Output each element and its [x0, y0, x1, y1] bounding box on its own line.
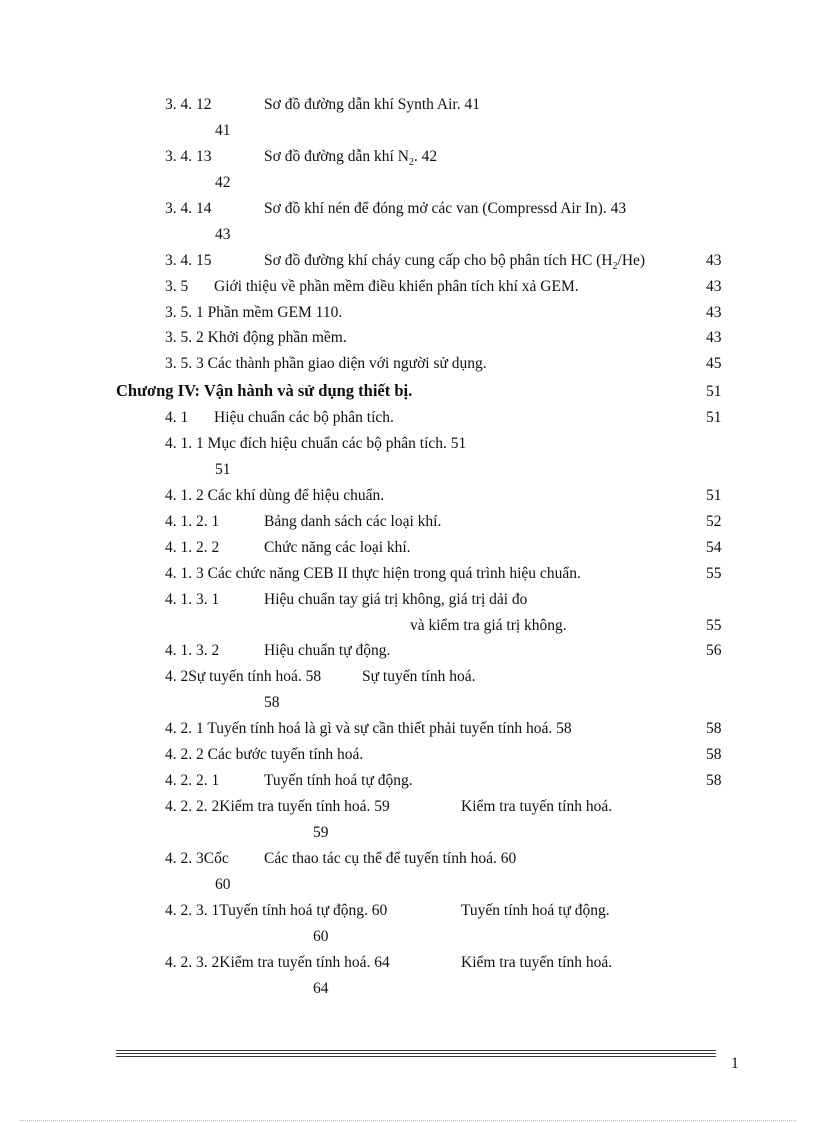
footer-rule — [116, 1050, 716, 1051]
toc-page: 58 — [706, 746, 722, 763]
toc-title: Sự tuyến tính hoá. — [362, 668, 476, 685]
toc-title: Hiệu chuẩn các bộ phân tích. — [214, 409, 394, 426]
toc-continuation-page: 41 — [215, 122, 231, 139]
toc-continuation-page: 59 — [313, 824, 329, 841]
page-number: 1 — [731, 1055, 739, 1072]
toc-title: Các thao tác cụ thể để tuyến tính hoá. 60 — [264, 850, 517, 867]
toc-title: 3. 5. 3 Các thành phần giao diện với người sử dụng. — [165, 355, 487, 372]
toc-number: 3. 5 — [165, 278, 189, 295]
toc-page: 52 — [706, 513, 722, 530]
toc-title: Kiểm tra tuyến tính hoá. — [461, 954, 613, 971]
toc-page: 43 — [706, 304, 722, 321]
toc-title: 4. 1. 2 Các khí dùng để hiệu chuẩn. — [165, 487, 385, 504]
toc-continuation-page: 60 — [215, 876, 231, 893]
toc-title: Hiệu chuẩn tay giá trị không, giá trị dải đo — [264, 591, 528, 608]
toc-title: Sơ đồ đường khí cháy cung cấp cho bộ phân tích HC $(H_2/He)$ — [264, 252, 646, 272]
toc-page: 55 — [706, 565, 722, 582]
toc-title: Sơ đồ đường dẫn khí $N_2$. 42 — [264, 148, 438, 168]
toc-title: Sơ đồ đường dẫn khí Synth Air. 41 — [264, 96, 480, 113]
toc-title: Chức năng các loại khí. — [264, 539, 411, 556]
toc-title: 4. 1. 3 Các chức năng CEB II thực hiện trong quá trình hiệu chuẩn. — [165, 565, 581, 582]
toc-continuation-page: 58 — [264, 694, 280, 711]
toc-page: 58 — [706, 720, 722, 737]
toc-title: Bảng danh sách các loại khí. — [264, 513, 442, 530]
toc-page: 51 — [706, 487, 722, 504]
toc-title: 4. 2. 3. 1Tuyến tính hoá tự động. 60 — [165, 902, 388, 919]
toc-title: 4. 2. 2. 2Kiểm tra tuyến tính hoá. 59 — [165, 798, 390, 815]
toc-continuation-page: 42 — [215, 174, 231, 191]
toc-number: 4. 1. 2. 1 — [165, 513, 220, 530]
toc-number: 4. 1 — [165, 409, 189, 426]
toc-title: Hiệu chuẩn tự động. — [264, 642, 391, 659]
footer-rule — [116, 1056, 716, 1057]
toc-page: 51 — [706, 383, 722, 400]
toc-number: 3. 4. 13 — [165, 148, 212, 165]
toc-title: 4. 2. 3. 2Kiểm tra tuyến tính hoá. 64 — [165, 954, 390, 971]
toc-title: 4. 2. 2 Các bước tuyến tính hoá. — [165, 746, 364, 763]
toc-page: 51 — [706, 409, 722, 426]
page-edge-dotted-line — [20, 1120, 796, 1121]
toc-continuation-page: 64 — [313, 980, 329, 997]
toc-number: 3. 4. 15 — [165, 252, 212, 269]
chapter-heading: Chương IV: Vận hành và sử dụng thiết bị. — [116, 381, 413, 400]
toc-page: 54 — [706, 539, 722, 556]
toc-title: 4. 1. 1 Mục đích hiệu chuẩn các bộ phân tích. 51 — [165, 435, 467, 452]
toc-title: 4. 2. 1 Tuyến tính hoá là gì và sự cần thiết phải tuyến tính hoá. 58 — [165, 720, 572, 737]
toc-number: 4. 2. 2. 1 — [165, 772, 220, 789]
toc-page: 43 — [706, 252, 722, 269]
toc-title: Tuyến tính hoá tự động. — [461, 902, 610, 919]
toc-title: Sơ đồ khí nén để đóng mở các van (Compressd Air In). 43 — [264, 200, 627, 217]
toc-page: 45 — [706, 355, 722, 372]
toc-page: 43 — [706, 329, 722, 346]
toc-continuation-page: 43 — [215, 226, 231, 243]
toc-title: 3. 5. 1 Phần mềm GEM 110. — [165, 304, 343, 321]
toc-page: 43 — [706, 278, 722, 295]
toc-title-continued: và kiểm tra giá trị không. — [410, 617, 567, 634]
toc-title: 3. 5. 2 Khởi động phần mềm. — [165, 329, 347, 346]
toc-number: 3. 4. 12 — [165, 96, 212, 113]
toc-page: 56 — [706, 642, 722, 659]
toc-title: Tuyến tính hoá tự động. — [264, 772, 413, 789]
toc-number: 4. 1. 3. 1 — [165, 591, 220, 608]
toc-number: 4. 1. 3. 2 — [165, 642, 220, 659]
toc-title: Kiểm tra tuyến tính hoá. — [461, 798, 613, 815]
toc-number: 4. 1. 2. 2 — [165, 539, 220, 556]
toc-continuation-page: 60 — [313, 928, 329, 945]
toc-title: 4. 2Sự tuyến tính hoá. 58 — [165, 668, 322, 685]
toc-continuation-page: 51 — [215, 461, 231, 478]
toc-page: 55 — [706, 617, 722, 634]
footer-rule — [116, 1053, 716, 1054]
toc-title: 4. 2. 3Cốc — [165, 850, 229, 867]
toc-number: 3. 4. 14 — [165, 200, 212, 217]
toc-title: Giới thiệu về phần mềm điều khiển phân tích khí xả GEM. — [214, 278, 579, 295]
toc-page: 58 — [706, 772, 722, 789]
